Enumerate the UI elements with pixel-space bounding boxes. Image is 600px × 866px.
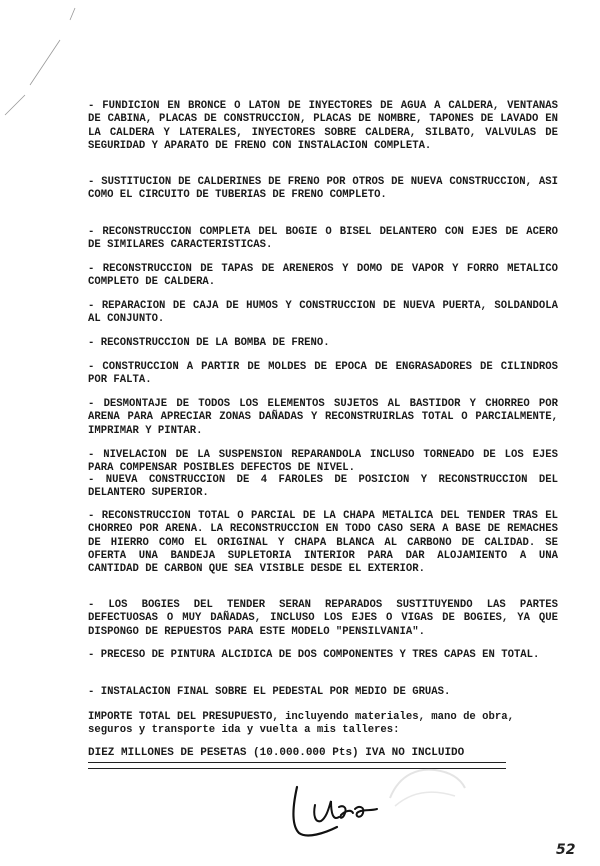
paragraph-6: - RECONSTRUCCION DE LA BOMBA DE FRENO. [88,337,330,349]
paragraph-13: - PRECESO DE PINTURA ALCIDICA DE DOS COMPONENTES Y TRES CAPAS EN TOTAL. [88,649,540,661]
importe-intro: IMPORTE TOTAL DEL PRESUPUESTO, incluyendo materiales, mano de obra, seguros y transporte ida y vuelta a mis talleres: [88,711,514,737]
handwritten-signature [285,775,395,845]
corner-pen-mark [0,0,80,120]
paragraph-14: - INSTALACION FINAL SOBRE EL PEDESTAL POR MEDIO DE GRUAS. [88,686,451,698]
paragraph-10: - NUEVA CONSTRUCCION DE 4 FAROLES DE POSICION Y RECONSTRUCCION DEL DELANTERO SUPERIOR. [88,474,558,500]
paragraph-5: - REPARACION DE CAJA DE HUMOS Y CONSTRUCCION DE NUEVA PUERTA, SOLDANDOLA AL CONJUNTO. [88,300,558,326]
paragraph-2: - SUSTITUCION DE CALDERINES DE FRENO POR OTROS DE NUEVA CONSTRUCCION, ASI COMO EL CIRCUITO DE TUBERIAS DE FRENO COMPLETO. [88,176,558,202]
paragraph-4: - RECONSTRUCCION DE TAPAS DE ARENEROS Y DOMO DE VAPOR Y FORRO METALICO COMPLETO DE CALDERA. [88,263,558,289]
paragraph-11: - RECONSTRUCCION TOTAL O PARCIAL DE LA CHAPA METALICA DEL TENDER TRAS EL CHORREO POR ARENA. LA RECONSTRUCCION EN TODO CASO SERA A BASE DE REMACHES DE HIERRO COMO EL ORIGINAL Y CHAPA BLANCA AL CARBONO DE CALIDAD. SE OFERTA UNA BANDEJA SUPLETORIA INTERIOR PARA DAR ALOJAMIENTO A UNA CANTIDAD DE CARBON QUE SEA VISIBLE DESDE EL EXTERIOR. [88,510,558,576]
paragraph-8: - DESMONTAJE DE TODOS LOS ELEMENTOS SUJETOS AL BASTIDOR Y CHORREO POR ARENA PARA APRECIAR ZONAS DAÑADAS Y RECONSTRUIRLAS TOTAL O PARCIALMENTE, IMPRIMAR Y PINTAR. [88,398,558,437]
paragraph-12: - LOS BOGIES DEL TENDER SERAN REPARADOS SUSTITUYENDO LAS PARTES DEFECTUOSAS O MUY DAÑADAS, INCLUSO LOS EJES O VIGAS DE BOGIES, YA QUE DISPONGO DE REPUESTOS PARA ESTE MODELO "PENSILVANIA". [88,599,558,638]
page-number: 52 [556,842,576,858]
paragraph-7: - CONSTRUCCION A PARTIR DE MOLDES DE EPOCA DE ENGRASADORES DE CILINDROS POR FALTA. [88,361,558,387]
paragraph-1: - FUNDICION EN BRONCE O LATON DE INYECTORES DE AGUA A CALDERA, VENTANAS DE CABINA, PLACAS DE CONSTRUCCION, PLACAS DE NOMBRE, TAPONES DE LAVADO EN LA CALDERA Y LATERALES, INYECTORES SOBRE CALDERA, SILBATO, VALVULAS DE SEGURIDAD Y APARATO DE FRENO CON INSTALACION COMPLETA. [88,100,558,152]
paragraph-3: - RECONSTRUCCION COMPLETA DEL BOGIE O BISEL DELANTERO CON EJES DE ACERO DE SIMILARES CARACTERISTICAS. [88,226,558,252]
paragraph-9: - NIVELACION DE LA SUSPENSION REPARANDOLA INCLUSO TORNEADO DE LOS EJES PARA COMPENSAR POSIBLES DEFECTOS DE NIVEL. [88,449,558,475]
total-amount-line: DIEZ MILLONES DE PESETAS (10.000.000 Pts) IVA NO INCLUIDO [88,747,465,759]
